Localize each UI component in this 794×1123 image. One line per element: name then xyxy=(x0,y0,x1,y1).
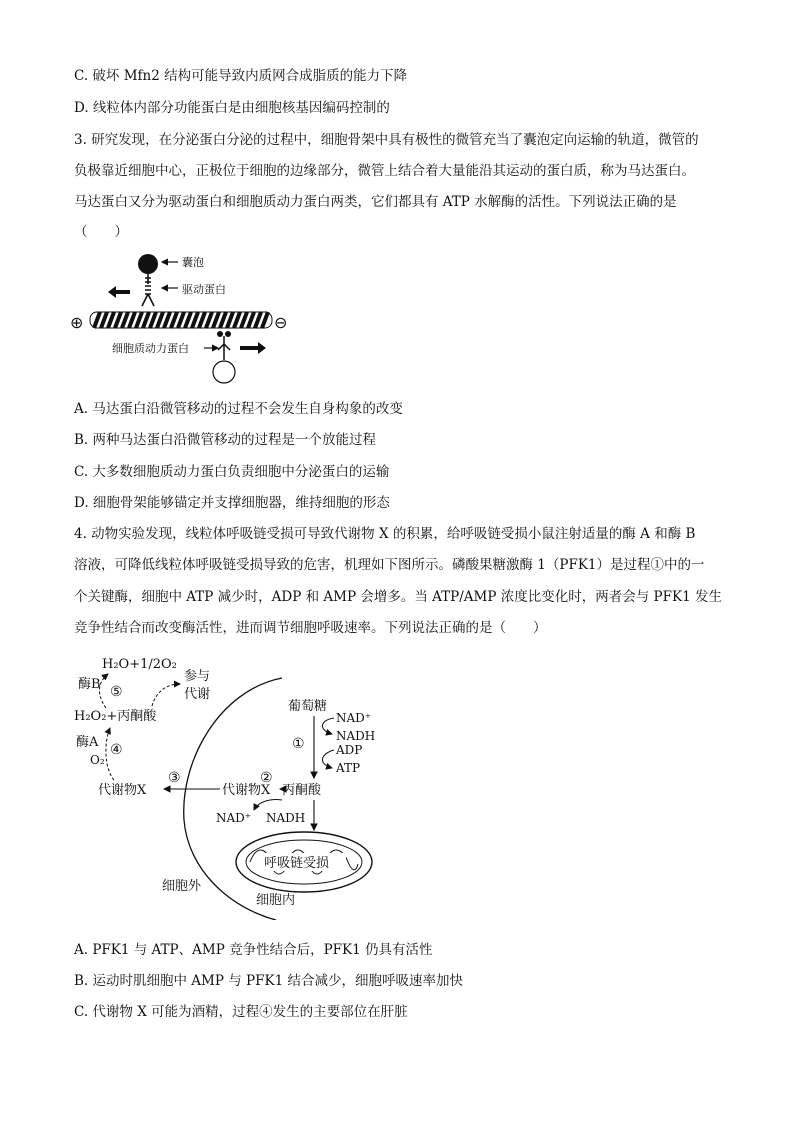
join-metabolism-1: 参与 xyxy=(184,669,211,684)
option-d-prev: D. 线粒体内部分功能蛋白是由细胞核基因编码控制的 xyxy=(74,100,390,116)
q4-option-a: A. PFK1 与 ATP、AMP 竞争性结合后，PFK1 仍具有活性 xyxy=(74,942,433,958)
metabolism-diagram xyxy=(70,650,390,920)
step-1-marker: ① xyxy=(292,736,305,752)
q3-option-c: C. 大多数细胞质动力蛋白负责细胞中分泌蛋白的运输 xyxy=(74,464,390,480)
minus-end-sign: ⊖ xyxy=(274,313,288,332)
kinesin-stalk xyxy=(145,274,151,294)
step-2-marker: ② xyxy=(260,770,273,786)
pyruvate-to-metabolism-arrow xyxy=(152,684,180,706)
q4-stem-line4: 竞争性结合而改变酶活性，进而调节细胞呼吸速率。下列说法正确的是（ ） xyxy=(74,620,547,636)
q3-stem-line4: （ ） xyxy=(74,224,128,240)
q4-option-c: C. 代谢物 X 可能为酒精，过程④发生的主要部位在肝脏 xyxy=(74,1004,408,1020)
kinesin-label: 驱动蛋白 xyxy=(182,283,226,296)
h2o-product: H₂O+1/2O₂ xyxy=(102,657,177,672)
atp-label: ATP xyxy=(336,761,361,775)
nadh-bottom: NADH xyxy=(266,811,306,825)
plus-end-sign: ⊕ xyxy=(70,313,84,332)
pyruvate-label: 丙酮酸 xyxy=(282,783,322,798)
nad-plus-top: NAD⁺ xyxy=(336,711,372,725)
dynein-label: 细胞质动力蛋白 xyxy=(112,342,189,355)
glucose-label: 葡萄糖 xyxy=(288,699,328,714)
q4-stem-line1: 4. 动物实验发现，线粒体呼吸链受损可导致代谢物 X 的积累，给呼吸链受损小鼠注射适量的酶 A 和酶 B xyxy=(74,526,696,542)
vesicle-label: 囊泡 xyxy=(182,256,204,269)
mito-label: 呼吸链受损 xyxy=(264,856,330,871)
metabolite-x-inside: 代谢物X xyxy=(222,783,271,798)
adp-to-atp-arrow xyxy=(322,750,334,768)
q4-stem-line2: 溶液，可降低线粒体呼吸链受损导致的危害，机理如下图所示。磷酸果糖激酶 1（PFK1）是过程①中的一 xyxy=(74,557,705,573)
inside-label: 细胞内 xyxy=(256,893,296,908)
o2-label: O₂ xyxy=(90,753,105,767)
option-c-prev: C. 破坏 Mfn2 结构可能导致内质网合成脂质的能力下降 xyxy=(74,68,408,84)
join-metabolism-2: 代谢 xyxy=(184,687,211,702)
outside-label: 细胞外 xyxy=(162,879,202,894)
q3-stem-line2: 负极靠近细胞中心，正极位于细胞的边缘部分，微管上结合着大量能沿其运动的蛋白质，称为马达蛋白。 xyxy=(74,163,695,179)
h2o2-pyruvate: H₂O₂+丙酮酸 xyxy=(74,709,157,724)
q3-option-a: A. 马达蛋白沿微管移动的过程不会发生自身构象的改变 xyxy=(74,401,403,417)
q4-stem-line3: 个关键酶，细胞中 ATP 减少时，ADP 和 AMP 会增多。当 ATP/AMP 浓度比变化时，两者会与 PFK1 发生 xyxy=(74,589,722,605)
nad-plus-bottom: NAD⁺ xyxy=(216,811,252,825)
step-4-marker: ④ xyxy=(110,742,123,758)
adp-label: ADP xyxy=(336,743,363,757)
q3-option-b: B. 两种马达蛋白沿微管移动的过程是一个放能过程 xyxy=(74,432,377,448)
metabolism-figure xyxy=(70,650,390,920)
q3-option-d: D. 细胞骨架能够锚定并支撑细胞器，维持细胞的形态 xyxy=(74,495,390,511)
q4-option-b: B. 运动时肌细胞中 AMP 与 PFK1 结合减少，细胞呼吸速率加快 xyxy=(74,973,463,989)
q3-stem-line1: 3. 研究发现，在分泌蛋白分泌的过程中，细胞骨架中具有极性的微管充当了囊泡定向运输的轨道，微管的 xyxy=(74,132,699,148)
motor-protein-diagram xyxy=(68,248,308,388)
motor-protein-figure xyxy=(68,248,308,388)
step-3-marker: ③ xyxy=(168,770,181,786)
nadh-top: NADH xyxy=(336,729,376,743)
nadh-to-nad-arrow xyxy=(254,799,282,810)
metabolite-x-outside: 代谢物X xyxy=(98,783,147,798)
vesicle-shape xyxy=(138,254,158,274)
enzyme-a-label: 酶A xyxy=(76,735,99,750)
step-5-arrow xyxy=(99,674,108,708)
enzyme-b-label: 酶B xyxy=(78,677,101,692)
step-5-marker: ⑤ xyxy=(110,684,123,700)
vesicle-bottom-shape xyxy=(213,361,235,383)
nad-to-nadh-arrow xyxy=(322,718,334,734)
q3-stem-line3: 马达蛋白又分为驱动蛋白和细胞质动力蛋白两类，它们都具有 ATP 水解酶的活性。下列说法正确的是 xyxy=(74,194,677,210)
